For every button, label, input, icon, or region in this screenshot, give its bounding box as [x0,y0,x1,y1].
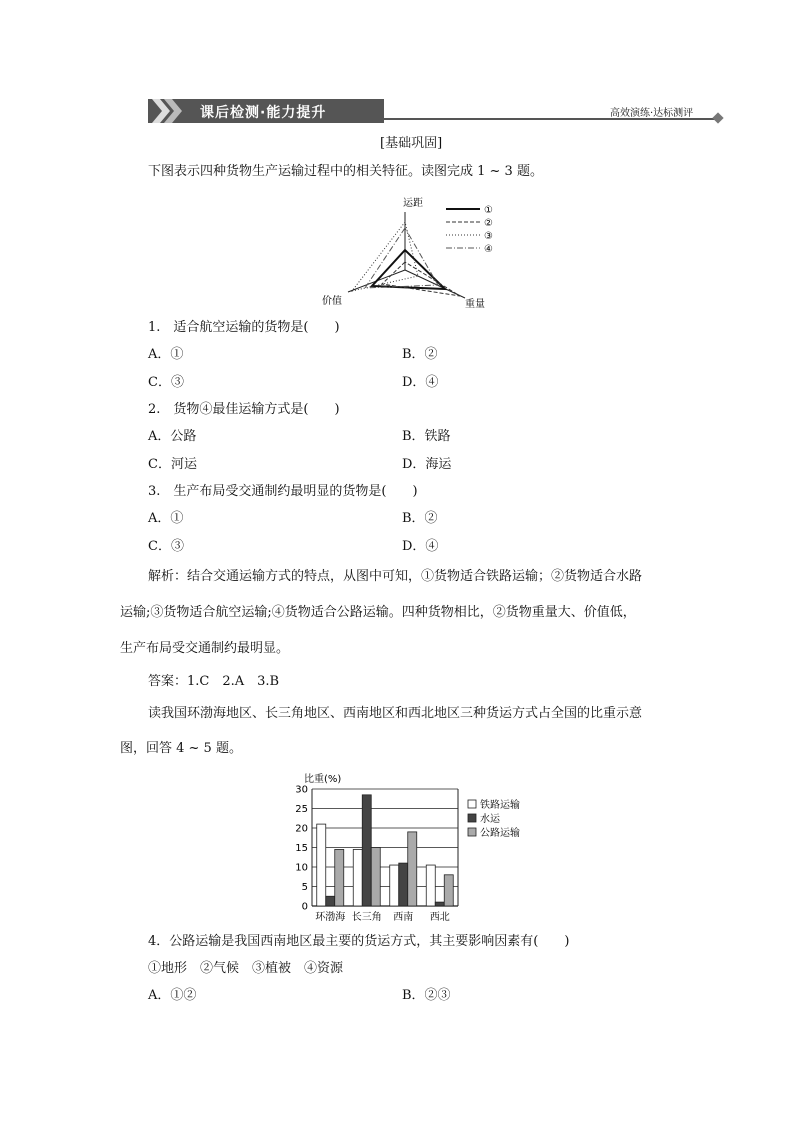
analysis-line: 解析：结合交通运输方式的特点，从图中可知，①货物适合铁路运输；②货物适合水路 [148,569,643,584]
bar [390,865,399,906]
bar [371,848,380,907]
x-tick-label: 西南 [393,912,414,923]
answer-line: 答案：1.C 2.A 3.B [148,674,280,689]
legend-swatch [468,800,476,808]
y-tick-label: 15 [295,843,308,854]
diamond-icon [712,112,723,123]
header-title: 课后检测·能力提升 [200,105,327,121]
question-4-factors: ①地形 ②气候 ③植被 ④资源 [148,961,344,976]
option[interactable]: A．公路 [148,429,197,444]
bar [426,865,435,906]
option[interactable]: B．铁路 [402,429,451,444]
y-tick-label: 5 [301,882,308,893]
y-tick-label: 30 [295,784,308,796]
x-tick-label: 长三角 [351,912,382,923]
question-3-stem: 3. 生产布局受交通制约最明显的货物是( ) [148,484,418,499]
legend-label: ③ [484,231,493,242]
x-tick-label: 西北 [429,912,450,923]
option[interactable]: B．②③ [402,988,451,1003]
option[interactable]: D．④ [402,375,439,390]
radar-chart [310,190,510,315]
y-tick-label: 0 [301,901,308,913]
option[interactable]: C．河运 [148,457,197,472]
option[interactable]: C．③ [148,539,184,554]
bar [317,824,326,906]
legend-swatch [468,828,476,836]
option[interactable]: B．② [402,347,438,362]
legend-label: 水运 [480,814,500,825]
bar [362,795,371,906]
section-title: [基础巩固] [380,136,443,151]
question-1-stem: 1. 适合航空运输的货物是( ) [148,320,340,335]
option[interactable]: D．海运 [402,457,452,472]
option[interactable]: A．① [148,511,184,526]
bar [335,849,344,906]
legend-label: 铁路运输 [480,800,520,811]
question-2-stem: 2. 货物④最佳运输方式是( ) [148,402,340,417]
option[interactable]: A．①② [148,988,197,1003]
y-tick-label: 25 [295,804,308,815]
bar [399,863,408,906]
x-tick-label: 环渤海 [315,912,346,923]
option[interactable]: A．① [148,347,184,362]
option[interactable]: B．② [402,511,438,526]
option[interactable]: C．③ [148,375,184,390]
radar-axis-label: 价值 [322,296,342,307]
intro-text-2: 读我国环渤海地区、长三角地区、西南地区和西北地区三种货运方式占全国的比重示意 [148,706,643,721]
radar-series-4 [365,228,438,288]
y-tick-label: 20 [295,823,308,835]
legend-label: ① [484,205,493,216]
chevron-icon [148,99,198,123]
analysis-line: 运输;③货物适合航空运输;④货物适合公路运输。四种货物相比，②货物重量大、价值低， [120,605,636,620]
legend-label: ④ [484,244,493,255]
radar-axis-label: 重量 [465,299,485,310]
radar-series-2 [382,262,460,296]
y-tick-label: 10 [295,862,308,874]
analysis-line: 生产布局受交通制约最明显。 [120,641,290,656]
bar [435,902,444,906]
intro-text-1: 下图表示四种货物生产运输过程中的相关特征。读图完成 1 ~ 3 题。 [148,164,543,179]
y-axis-title: 比重(%) [304,774,342,785]
option[interactable]: D．④ [402,539,439,554]
legend-label: 公路运输 [480,828,520,839]
header-right-text: 高效演练·达标测评 [610,108,694,119]
question-4-stem: 4．公路运输是我国西南地区最主要的货运方式，其主要影响因素有( ) [148,934,570,949]
bar [326,896,335,906]
legend-swatch [468,814,476,822]
bar-chart [286,770,536,926]
radar-axis-label: 运距 [403,198,423,209]
bar [408,832,417,906]
bar [444,875,453,906]
legend-label: ② [484,218,493,229]
bar [353,849,362,906]
intro-text-2: 图，回答 4 ~ 5 题。 [120,741,242,756]
